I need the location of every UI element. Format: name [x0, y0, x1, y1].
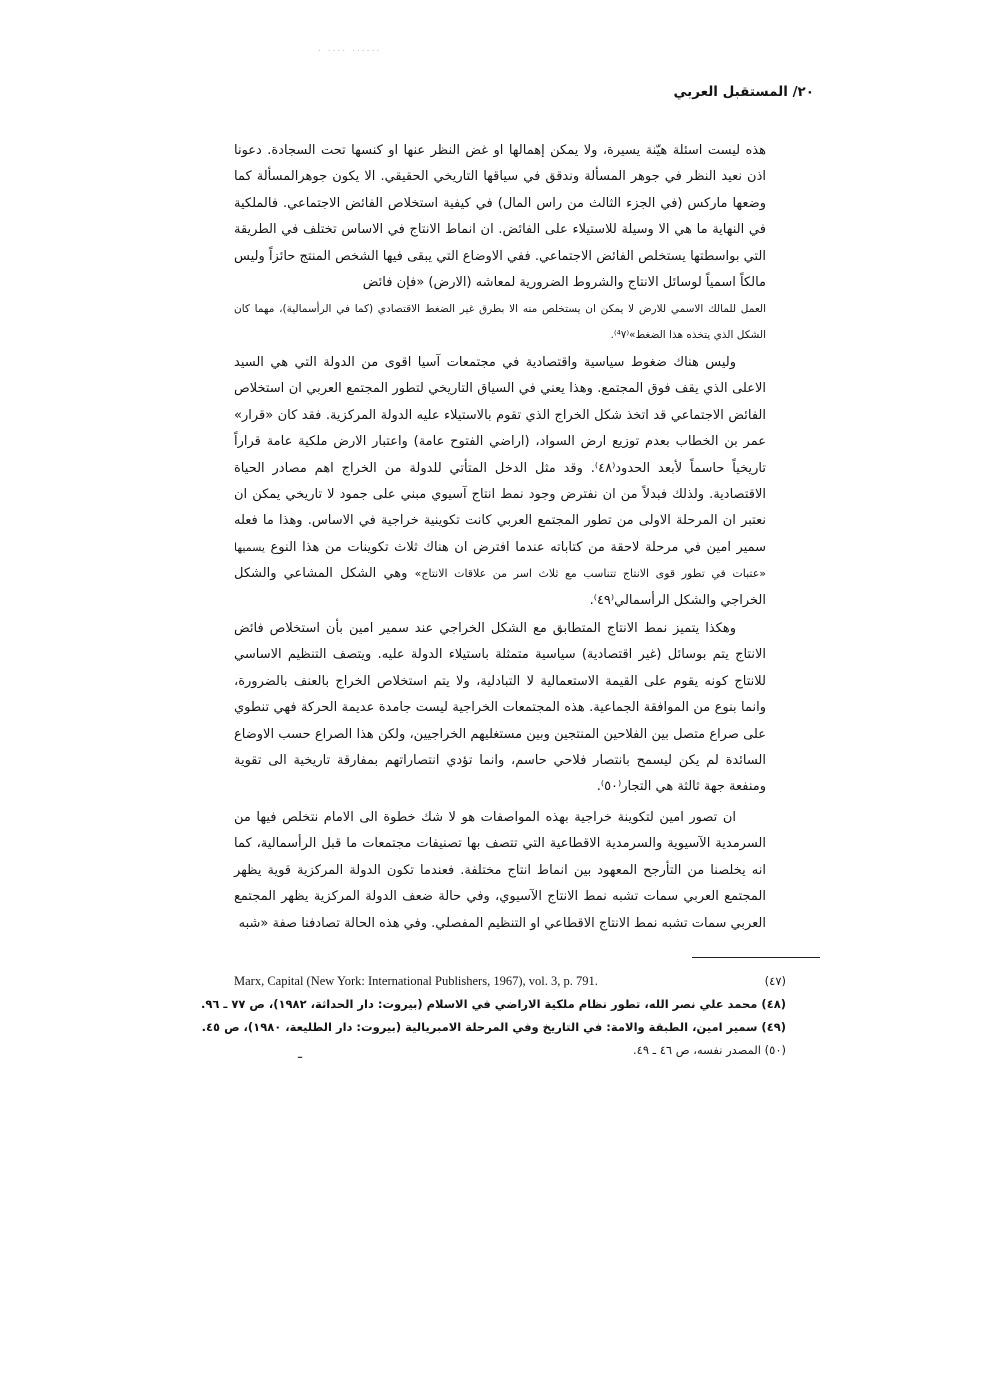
- paragraph-2-text: وليس هناك ضغوط سياسية واقتصادية في مجتمعات آسيا اقوى من الدولة التي هي السيد الاعلى الذي يقف فوق المجتمع. وهذا يعني في السياق التاريخي لتطور المجتمع العربي ان استخلاص الفائض الاجتماعي قد اتخذ شكل الخراج الذي تقوم بالاستيلاء عليه الدولة المركزية. فقد كان «قرار» عمر بن الخطاب بعدم توزيع ارض السواد، (اراضي الفتوح عامة) واعتبار الارض ملكية عامة قراراً تاريخياً حاسماً لأبعد الحدود⁽٤٨⁾. وقد مثل الدخل المتأتي للدولة من الخراج اهم مصادر الحياة الاقتصادية. ولذلك فبدلاً من ان نفترض وجود نمط انتاج آسيوي مبني على جمود لا تاريخي يمكن ان نعتبر ان المرحلة الاولى من تطور المجتمع العربي كانت تكوينية خراجية في الاساس. وهذا ما فعله سمير امين في مرحلة لاحقة من كتاباته عندما افترض ان هناك ثلاث تكوينات من هذا النوع: [234, 355, 766, 555]
- footnote-48: (٤٨) محمد علي نصر الله، تطور نظام ملكية الاراضي في الاسلام (بيروت: دار الحداثة، ١٩٨٢)، ص ٧٧ ـ ٩٦.: [200, 997, 786, 1011]
- paragraph-2-small-text: يسميها «عتبات في تطور قوى الانتاج تتناسب مع ثلاث اسر من علاقات الانتاج»: [234, 540, 766, 581]
- footnote-47: [234, 970, 786, 993]
- paragraph-1: [234, 138, 766, 348]
- paragraph-3-text: وهكذا يتميز نمط الانتاج المتطابق مع الشكل الخراجي عند سمير امين بأن استخلاص فائض الانتاج يتم بوسائل (غير اقتصادية) سياسية متمثلة باستيلاء الدولة عليه. ويتصف التنظيم الاساسي للانتاج كونه يقوم على القيمة الاستعمالية لا التبادلية، ولا يتم استخلاص الخراج بالعنف بالضرورة، وانما بنوع من الموافقة الجماعية. هذه المجتمعات الخراجية ليست جامدة عديمة الحركة فهي تنطوي على صراع متصل بين الفلاحين المنتجين وبين مستغليهم الخراجيين، ولكن هذا الصراع حسب الاوضاع السائدة لم يكن ليسمح بانتصار فلاحي حاسم، وانما تؤدي انتصاراتهم بمفارقة تاريخية الى تقوية ومنفعة جهة ثالثة هي التجار⁽٥٠⁾.: [234, 621, 766, 795]
- paragraph-1-small-text: العمل للمالك الاسمي للارض لا يمكن ان يستخلص منه الا بطرق غير الضغط الاقتصادي (كما في الرأسمالية)، مهما كان الشكل الذي يتخذه هذا الضغط»⁽⁴٧⁾.: [234, 303, 766, 342]
- paragraph-4-text: ان تصور امين لتكوينة خراجية بهذه المواصفات هو لا شك خطوة الى الامام نتخلص فيها من السرمدية الآسيوية والسرمدية الاقطاعية التي تتصف بها تصنيفات مجتمعات ما قبل الرأسمالية، كما انه يخلصنا من التأرجح المعهود بين انماط انتاج مختلفة. فعندما تكون الدولة المركزية قوية يظهر المجتمع العربي سمات تشبه نمط الانتاج الآسيوي، وفي حالة ضعف الدولة المركزية يظهر المجتمع العربي سمات تشبه نمط الانتاج الاقطاعي او التنظيم المفصلي. وفي هذه الحالة تصادفنا صفة «شبه: [234, 810, 766, 931]
- scan-speck: ـ: [298, 1046, 303, 1062]
- scan-noise: . .... ......: [318, 44, 382, 54]
- footnote-47-text: Marx, Capital (New York: International Publishers, 1967), vol. 3, p. 791.: [234, 974, 598, 988]
- paragraph-3: [234, 616, 766, 801]
- footnotes: [200, 970, 786, 1062]
- footnote-47-number: (٤٧): [764, 974, 786, 988]
- paragraph-2-text-end: وهي الشكل المشاعي والشكل الخراجي والشكل الرأسمالي⁽٤٩⁾.: [234, 566, 766, 608]
- footnote-separator: [692, 957, 820, 958]
- footnote-50: (٥٠) المصدر نفسه، ص ٤٦ ـ ٤٩.: [633, 1043, 786, 1057]
- paragraph-2: [234, 350, 766, 614]
- paragraph-4: [234, 805, 766, 937]
- paragraph-1-text: هذه ليست اسئلة هيّنة يسيرة، ولا يمكن إهمالها او غض النظر عنها او كنسها تحت السجادة. دعونا اذن نعيد النظر في جوهر المسألة وندقق في سياقها التاريخي الحقيقي. الا يكون جوهرالمسألة كما وضعها ماركس (في الجزء الثالث من راس المال) في كيفية استخلاص الفائض الاجتماعي. فالملكية في النهاية ما هي الا وسيلة للاستيلاء على الفائض. ان انماط الانتاج في الاساس تختلف في الطريقة التي بواسطتها يستخلص الفائض الاجتماعي. ففي الاوضاع التي يبقى فيها الشخص المنتج حائزاً وليس مالكاً اسمياً لوسائل الانتاج والشروط الضرورية لمعاشه (الارض) «فإن فائض: [234, 143, 766, 291]
- page-header: ٢٠/ المستقبل العربي: [673, 84, 814, 100]
- footnote-49: (٤٩) سمير امين، الطبقة والامة: في التاريخ وفي المرحلة الامبريالية (بيروت: دار الطليعة، ١٩٨٠)، ص ٤٥.: [201, 1020, 786, 1034]
